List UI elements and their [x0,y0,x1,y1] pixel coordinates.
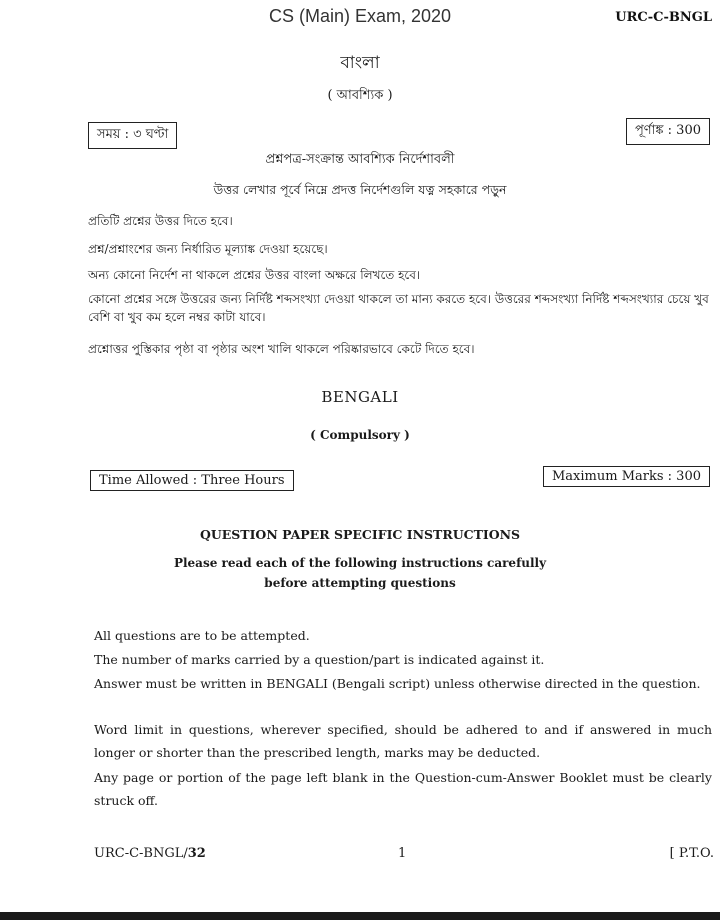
time-box-bengali: সময় : ৩ ঘণ্টা [88,122,177,149]
pto-label: [ P.T.O. [669,846,714,861]
exam-title: CS (Main) Exam, 2020 [268,6,452,26]
compulsory-label-bengali: ( আবশ্যিক ) [327,88,393,103]
instruction-bengali-1: প্রতিটি প্রশ্নের উত্তর দিতে হবে। [88,214,233,228]
instruction-bengali-3: অন্য কোনো নির্দেশ না থাকলে প্রশ্নের উত্তর বাংলা অক্ষরে লিখতে হবে। [88,268,421,282]
bottom-edge-rule [0,912,720,920]
instructions-heading-bengali: প্রশ্নপত্র-সংক্রান্ত আবশ্যিক নির্দেশাবলী [265,152,455,167]
page-number: 1 [398,846,407,861]
footer-paper-code [94,846,206,861]
instruction-bengali-2: প্রশ্ন/প্রশ্নাংশের জন্য নির্ধারিত মূল্যাঙ্ক দেওয়া হয়েছে। [88,242,328,256]
marks-box-bengali: পূর্ণাঙ্ক : 300 [626,118,710,145]
instruction-english-5: Any page or portion of the page left blank in the Question-cum-Answer Booklet must be clearly struck off. [94,770,712,808]
please-read-line-1: Please read each of the following instructions carefully [173,556,547,570]
instructions-subheading-bengali: উত্তর লেখার পূর্বে নিম্নে প্রদত্ত নির্দেশগুলি যত্ন সহকারে পড়ুন [213,182,507,197]
subject-title-english: BENGALI [321,388,399,406]
instructions-heading-english: QUESTION PAPER SPECIFIC INSTRUCTIONS [199,527,521,542]
instruction-english-2: The number of marks carried by a question/part is indicated against it. [94,652,545,667]
instruction-bengali-4: কোনো প্রশ্নের সঙ্গে উত্তরের জন্য নির্দিষ্ট শব্দসংখ্যা দেওয়া থাকলে তা মান্য করতে হবে। উত্তরের শব্দসংখ্যা নির্দিষ্ট শব্দসংখ্যার চেয়ে খুব বেশি বা খুব কম হলে নম্বর কাটা যাবে। [88,292,709,324]
compulsory-label-english: ( Compulsory ) [310,428,410,442]
paper-code: URC-C-BNGL [615,10,712,25]
instruction-bengali-5: প্রশ্নোত্তর পুস্তিকার পৃষ্ঠা বা পৃষ্ঠার অংশ খালি থাকলে পরিষ্কারভাবে কেটে দিতে হবে। [88,342,475,356]
time-box-english: Time Allowed : Three Hours [90,470,294,491]
instruction-english-3: Answer must be written in BENGALI (Bengali script) unless otherwise directed in the question. [94,676,701,691]
instruction-english-4: Word limit in questions, wherever specified, should be adhered to and if answered in much longer or shorter than the prescribed length, marks may be deducted. [94,722,712,760]
please-read-line-2: before attempting questions [264,576,456,590]
marks-box-english: Maximum Marks : 300 [543,466,710,487]
instruction-english-1: All questions are to be attempted. [94,628,310,643]
footer-code-number: 32 [187,846,206,861]
subject-title-bengali: বাংলা [340,53,380,73]
footer-code-prefix: URC-C-BNGL/ [94,846,188,861]
